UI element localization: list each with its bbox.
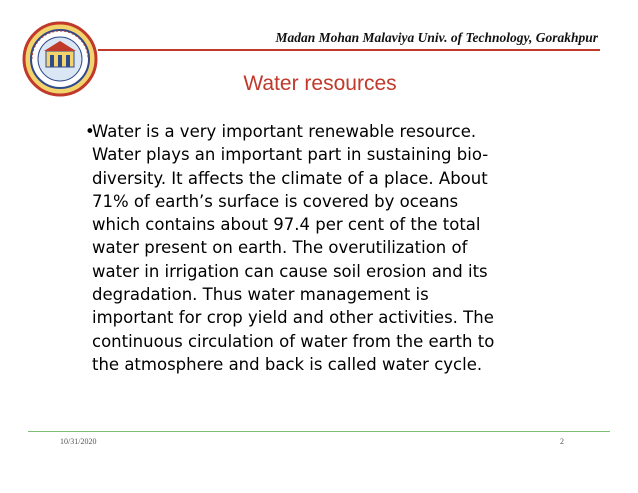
header-rule <box>98 49 600 51</box>
paragraph-line: water present on earth. The overutilization of <box>92 238 468 258</box>
footer-date: 10/31/2020 <box>60 437 97 446</box>
bullet-paragraph <box>92 120 578 376</box>
footer-rule <box>28 431 610 432</box>
paragraph-line: Water plays an important part in sustaining bio- <box>92 145 489 165</box>
page-number: 2 <box>560 437 564 446</box>
bullet-marker: • <box>85 122 95 141</box>
slide-content <box>78 120 578 376</box>
university-emblem-icon <box>22 21 98 97</box>
paragraph-line: the atmosphere and back is called water cycle. <box>92 354 483 374</box>
paragraph-line: important for crop yield and other activities. The <box>92 308 494 328</box>
paragraph-line: water in irrigation can cause soil erosion and its <box>92 261 488 281</box>
paragraph-line: 71% of earth’s surface is covered by oceans <box>92 191 459 211</box>
paragraph-line: Water is a very important renewable resource. <box>92 122 477 141</box>
paragraph-line: degradation. Thus water management is <box>92 285 429 305</box>
paragraph-line: diversity. It affects the climate of a place. About <box>92 168 488 188</box>
institution-name: Madan Mohan Malaviya Univ. of Technology, Gorakhpur <box>275 30 598 45</box>
paragraph-line: continuous circulation of water from the earth to <box>92 331 495 351</box>
slide-title: Water resources <box>243 72 397 95</box>
paragraph-line: which contains about 97.4 per cent of the total <box>92 215 481 235</box>
